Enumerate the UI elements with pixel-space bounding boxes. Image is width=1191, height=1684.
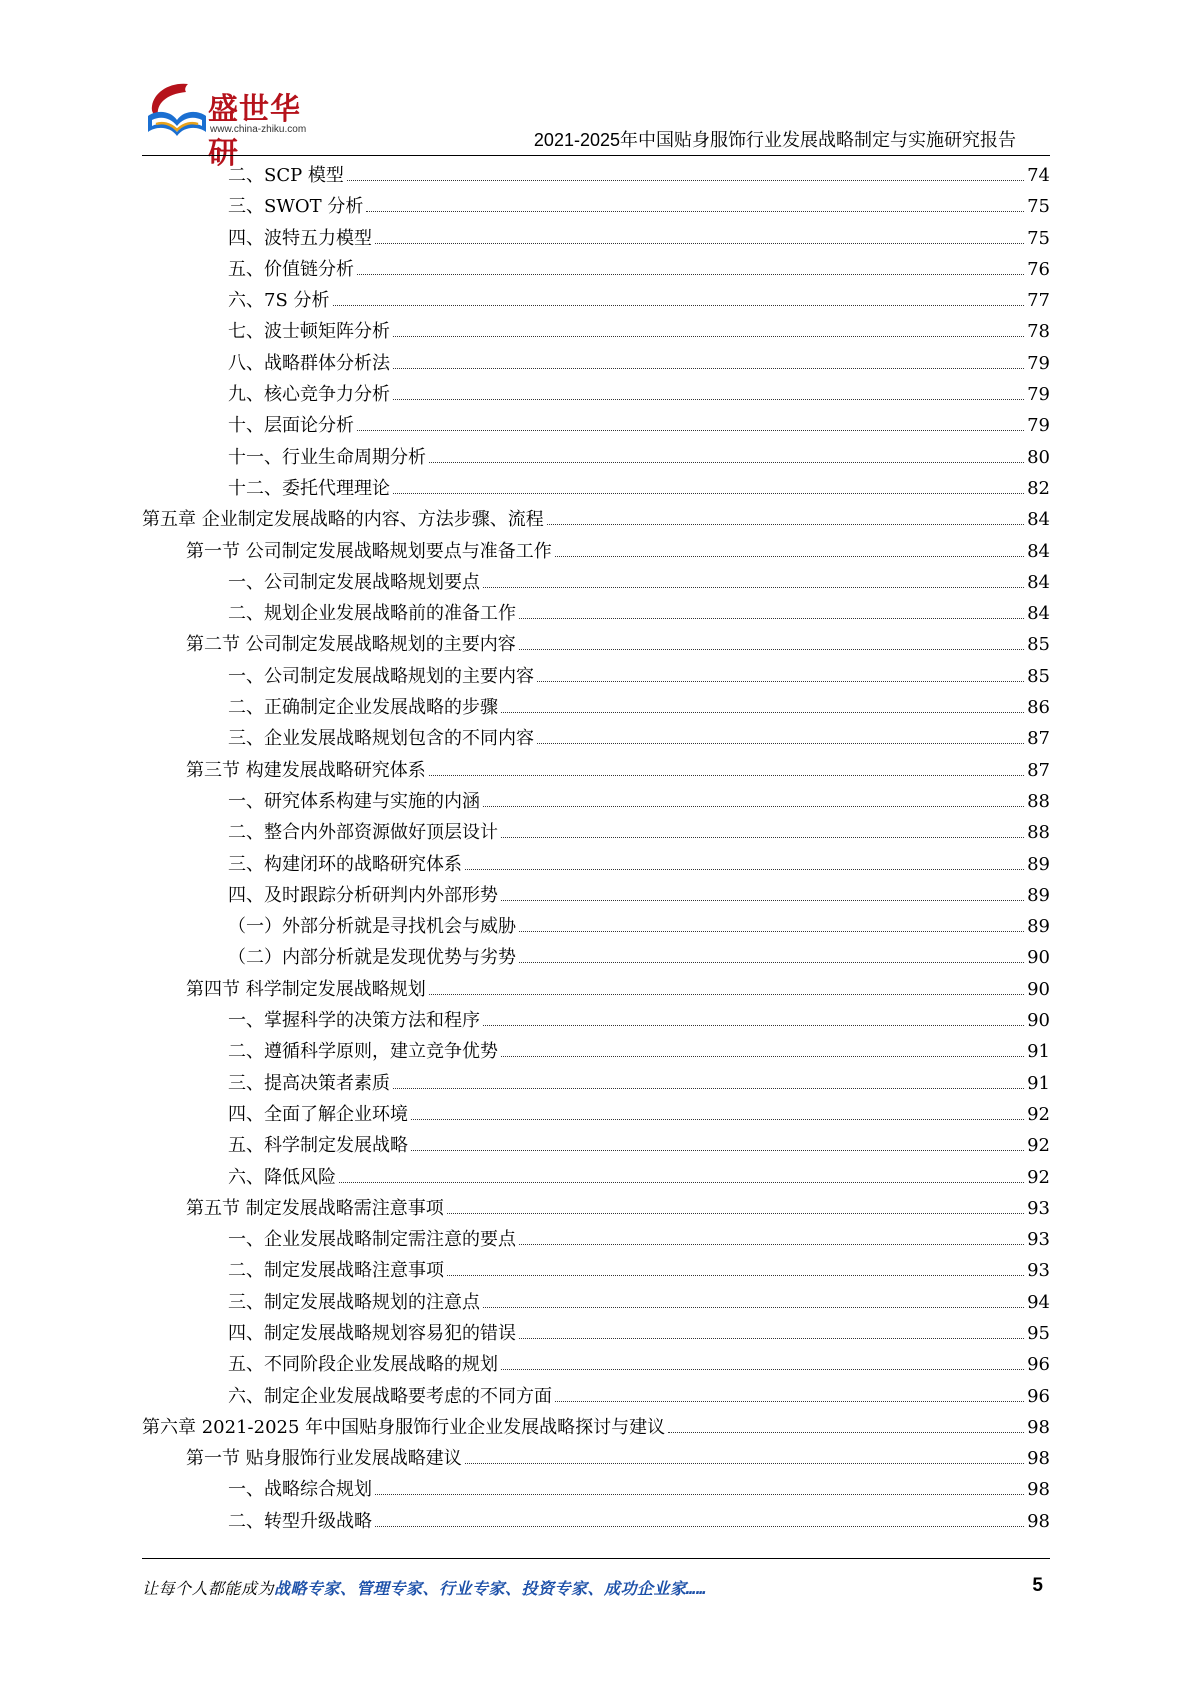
toc-entry[interactable] [142, 191, 1050, 222]
toc-dot-leader [501, 837, 1024, 838]
toc-entry-page: 76 [1027, 258, 1050, 280]
toc-entry[interactable] [142, 160, 1050, 191]
toc-dot-leader [519, 618, 1024, 619]
toc-entry-page: 75 [1027, 196, 1050, 218]
toc-entry-page: 77 [1027, 290, 1050, 312]
toc-entry-label: 三、制定发展战略规划的注意点 [228, 1291, 480, 1313]
toc-entry-page: 79 [1027, 384, 1050, 406]
toc-entry-page: 79 [1027, 352, 1050, 374]
toc-entry[interactable] [142, 285, 1050, 316]
toc-dot-leader [465, 869, 1024, 870]
toc-entry-page: 84 [1027, 571, 1050, 593]
toc-entry-label: 十一、行业生命周期分析 [228, 446, 426, 468]
toc-entry-label: 六、制定企业发展战略要考虑的不同方面 [228, 1385, 552, 1407]
toc-entry-label: 五、不同阶段企业发展战略的规划 [228, 1354, 498, 1376]
toc-dot-leader [347, 180, 1024, 181]
toc-entry[interactable] [142, 254, 1050, 285]
toc-entry-page: 89 [1027, 853, 1050, 875]
toc-entry-label: 三、提高决策者素质 [228, 1072, 390, 1094]
toc-entry-page: 84 [1027, 509, 1050, 531]
toc-entry-label: 十、层面论分析 [228, 415, 354, 437]
toc-entry[interactable] [142, 473, 1050, 504]
toc-entry-label: 四、及时跟踪分析研判内外部形势 [228, 884, 498, 906]
toc-entry-label: 二、转型升级战略 [228, 1510, 372, 1532]
toc-entry-label: 二、整合内外部资源做好顶层设计 [228, 822, 498, 844]
toc-entry-label: 第三节 构建发展战略研究体系 [186, 759, 426, 781]
toc-entry-page: 85 [1027, 665, 1050, 687]
toc-entry[interactable] [142, 1036, 1050, 1067]
toc-entry[interactable] [142, 880, 1050, 911]
toc-entry-page: 92 [1027, 1135, 1050, 1157]
toc-entry-label: 二、规划企业发展战略前的准备工作 [228, 603, 516, 625]
toc-entry-label: （二）内部分析就是发现优势与劣势 [228, 947, 516, 969]
toc-entry-label: 一、战略综合规划 [228, 1479, 372, 1501]
toc-entry-label: 四、波特五力模型 [228, 227, 372, 249]
toc-entry-page: 98 [1027, 1448, 1050, 1470]
toc-entry-label: 三、构建闭环的战略研究体系 [228, 853, 462, 875]
logo-mark-icon [142, 80, 212, 145]
page-number: 5 [1032, 1575, 1043, 1596]
toc-entry-page: 85 [1027, 634, 1050, 656]
toc-entry-label: 四、制定发展战略规划容易犯的错误 [228, 1322, 516, 1344]
toc-entry-page: 90 [1027, 1010, 1050, 1032]
toc-entry-label: 第六章 2021-2025 年中国贴身服饰行业企业发展战略探讨与建议 [142, 1416, 666, 1438]
toc-dot-leader [357, 274, 1024, 275]
toc-entry-label: 十二、委托代理理论 [228, 477, 390, 499]
toc-entry[interactable] [142, 1318, 1050, 1349]
toc-dot-leader [447, 1213, 1024, 1214]
toc-entry-label: 二、制定发展战略注意事项 [228, 1260, 444, 1282]
toc-dot-leader [537, 743, 1024, 744]
toc-entry[interactable] [142, 629, 1050, 660]
toc-entry-label: 一、公司制定发展战略规划要点 [228, 571, 480, 593]
toc-dot-leader [555, 1401, 1024, 1402]
toc-dot-leader [555, 556, 1024, 557]
toc-dot-leader [547, 524, 1024, 525]
toc-entry[interactable] [142, 1381, 1050, 1412]
toc-entry-label: 一、研究体系构建与实施的内涵 [228, 790, 480, 812]
toc-entry-page: 93 [1027, 1229, 1050, 1251]
toc-entry-page: 94 [1027, 1291, 1050, 1313]
toc-entry-label: 八、战略群体分析法 [228, 352, 390, 374]
toc-entry-label: （一）外部分析就是寻找机会与威胁 [228, 916, 516, 938]
toc-entry-label: 第一节 公司制定发展战略规划要点与准备工作 [186, 540, 552, 562]
toc-dot-leader [483, 1307, 1024, 1308]
toc-entry[interactable] [142, 723, 1050, 754]
toc-entry[interactable] [142, 1068, 1050, 1099]
toc-entry[interactable] [142, 1193, 1050, 1224]
toc-entry-page: 93 [1027, 1197, 1050, 1219]
footer-divider [142, 1558, 1050, 1559]
toc-entry-page: 87 [1027, 728, 1050, 750]
toc-entry[interactable] [142, 849, 1050, 880]
toc-dot-leader [501, 1369, 1024, 1370]
toc-entry-page: 78 [1027, 321, 1050, 343]
table-of-contents [142, 160, 1050, 1537]
toc-dot-leader [339, 1182, 1024, 1183]
toc-entry-label: 二、遵循科学原则，建立竞争优势 [228, 1041, 498, 1063]
toc-dot-leader [411, 1150, 1024, 1151]
toc-dot-leader [375, 1526, 1024, 1527]
toc-entry-label: 第二节 公司制定发展战略规划的主要内容 [186, 634, 516, 656]
toc-dot-leader [393, 1088, 1024, 1089]
toc-dot-leader [393, 493, 1024, 494]
toc-dot-leader [519, 962, 1024, 963]
toc-dot-leader [519, 931, 1024, 932]
toc-entry[interactable] [142, 1349, 1050, 1380]
toc-dot-leader [333, 305, 1025, 306]
toc-entry-page: 98 [1027, 1416, 1050, 1438]
toc-entry-page: 90 [1027, 978, 1050, 1000]
toc-entry-page: 74 [1027, 165, 1050, 186]
toc-entry[interactable] [142, 755, 1050, 786]
toc-entry[interactable] [142, 223, 1050, 254]
toc-dot-leader [537, 681, 1024, 682]
toc-entry-label: 一、公司制定发展战略规划的主要内容 [228, 665, 534, 687]
toc-dot-leader [501, 900, 1024, 901]
toc-dot-leader [668, 1432, 1024, 1433]
toc-entry[interactable] [142, 1443, 1050, 1474]
toc-dot-leader [429, 775, 1024, 776]
toc-entry-page: 98 [1027, 1510, 1050, 1532]
toc-entry-label: 第五章 企业制定发展战略的内容、方法步骤、流程 [142, 509, 544, 531]
footer-slogan [142, 1576, 707, 1599]
footer-slogan-accent: 战略专家、管理专家、行业专家、投资专家、成功企业家…… [274, 1579, 707, 1598]
toc-entry-page: 84 [1027, 603, 1050, 625]
toc-entry[interactable] [142, 911, 1050, 942]
toc-dot-leader [393, 336, 1024, 337]
toc-entry[interactable] [142, 817, 1050, 848]
toc-entry[interactable] [142, 598, 1050, 629]
logo-url: www.china-zhiku.com [210, 124, 307, 135]
toc-entry[interactable] [142, 348, 1050, 379]
toc-dot-leader [501, 1056, 1024, 1057]
toc-entry-label: 五、价值链分析 [228, 258, 354, 280]
toc-entry[interactable] [142, 410, 1050, 441]
toc-dot-leader [519, 1244, 1024, 1245]
toc-entry-page: 86 [1027, 697, 1050, 719]
toc-entry-page: 91 [1027, 1041, 1050, 1063]
toc-entry-page: 89 [1027, 884, 1050, 906]
toc-entry-page: 96 [1027, 1385, 1050, 1407]
toc-dot-leader [447, 1275, 1024, 1276]
toc-entry-label: 二、SCP 模型 [228, 165, 344, 186]
toc-entry-label: 三、企业发展战略规划包含的不同内容 [228, 728, 534, 750]
toc-entry-page: 88 [1027, 822, 1050, 844]
toc-entry-page: 93 [1027, 1260, 1050, 1282]
toc-dot-leader [501, 712, 1024, 713]
toc-entry-page: 90 [1027, 947, 1050, 969]
toc-entry-label: 第一节 贴身服饰行业发展战略建议 [186, 1448, 462, 1470]
toc-entry-page: 89 [1027, 916, 1050, 938]
toc-dot-leader [357, 430, 1024, 431]
toc-entry-label: 第五节 制定发展战略需注意事项 [186, 1197, 444, 1219]
footer-slogan-lead: 让每个人都能成为 [142, 1579, 275, 1598]
toc-entry-label: 七、波士顿矩阵分析 [228, 321, 390, 343]
toc-dot-leader [429, 462, 1024, 463]
toc-entry-label: 五、科学制定发展战略 [228, 1135, 408, 1157]
header-divider [142, 155, 1050, 156]
toc-entry-label: 六、降低风险 [228, 1166, 336, 1188]
toc-entry[interactable] [142, 1412, 1050, 1443]
toc-entry[interactable] [142, 442, 1050, 473]
toc-entry[interactable] [142, 942, 1050, 973]
toc-entry[interactable] [142, 974, 1050, 1005]
toc-entry[interactable] [142, 536, 1050, 567]
toc-entry[interactable] [142, 1474, 1050, 1505]
toc-entry-page: 88 [1027, 790, 1050, 812]
toc-entry-label: 第四节 科学制定发展战略规划 [186, 978, 426, 1000]
toc-entry-label: 三、SWOT 分析 [228, 196, 364, 218]
toc-dot-leader [366, 211, 1024, 212]
document-title: 2021-2025年中国贴身服饰行业发展战略制定与实施研究报告 [533, 130, 1016, 150]
toc-entry-page: 92 [1027, 1103, 1050, 1125]
toc-dot-leader [519, 1338, 1024, 1339]
toc-entry[interactable] [142, 786, 1050, 817]
toc-entry[interactable] [142, 692, 1050, 723]
toc-entry-page: 95 [1027, 1322, 1050, 1344]
page-header [0, 0, 1191, 171]
toc-entry[interactable] [142, 1255, 1050, 1286]
toc-entry-label: 九、核心竞争力分析 [228, 384, 390, 406]
toc-entry-page: 92 [1027, 1166, 1050, 1188]
toc-dot-leader [483, 806, 1024, 807]
toc-dot-leader [483, 1025, 1024, 1026]
toc-entry-label: 六、7S 分析 [228, 290, 330, 312]
toc-entry[interactable] [142, 1005, 1050, 1036]
toc-entry[interactable] [142, 1099, 1050, 1130]
toc-entry[interactable] [142, 1506, 1050, 1537]
toc-entry-label: 二、正确制定企业发展战略的步骤 [228, 697, 498, 719]
toc-entry-label: 一、企业发展战略制定需注意的要点 [228, 1229, 516, 1251]
toc-dot-leader [519, 649, 1024, 650]
toc-entry-page: 87 [1027, 759, 1050, 781]
toc-dot-leader [465, 1463, 1024, 1464]
toc-entry-page: 96 [1027, 1354, 1050, 1376]
toc-dot-leader [393, 368, 1024, 369]
toc-dot-leader [483, 587, 1024, 588]
toc-entry[interactable] [142, 379, 1050, 410]
toc-entry[interactable] [142, 316, 1050, 347]
toc-entry-page: 84 [1027, 540, 1050, 562]
toc-entry-page: 80 [1027, 446, 1050, 468]
toc-entry-page: 91 [1027, 1072, 1050, 1094]
toc-entry-page: 98 [1027, 1479, 1050, 1501]
toc-entry-page: 82 [1027, 477, 1050, 499]
toc-entry[interactable] [142, 661, 1050, 692]
toc-dot-leader [375, 243, 1024, 244]
toc-dot-leader [429, 994, 1024, 995]
toc-entry[interactable] [142, 567, 1050, 598]
toc-entry[interactable] [142, 1162, 1050, 1193]
toc-entry-label: 四、全面了解企业环境 [228, 1103, 408, 1125]
toc-entry-page: 79 [1027, 415, 1050, 437]
toc-entry[interactable] [142, 504, 1050, 535]
logo-name: 盛世华研 [208, 92, 301, 171]
company-logo [142, 80, 312, 171]
toc-entry[interactable] [142, 1224, 1050, 1255]
toc-entry[interactable] [142, 1287, 1050, 1318]
toc-dot-leader [411, 1119, 1024, 1120]
toc-dot-leader [393, 399, 1024, 400]
toc-dot-leader [375, 1494, 1024, 1495]
toc-entry-page: 75 [1027, 227, 1050, 249]
toc-entry[interactable] [142, 1130, 1050, 1161]
toc-entry-label: 一、掌握科学的决策方法和程序 [228, 1010, 480, 1032]
